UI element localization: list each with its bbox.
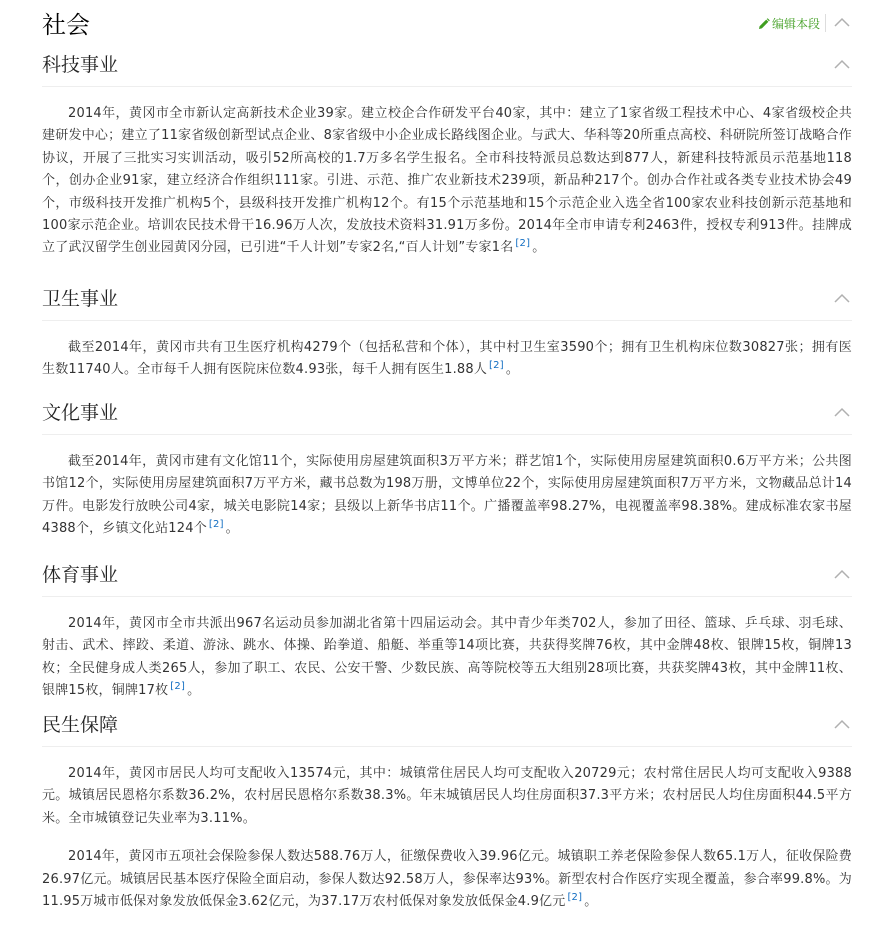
chevron-up-icon	[832, 716, 852, 734]
paragraph: 2014年，黄冈市全市共派出967名运动员参加湖北省第十四届运动会。其中青少年类702人，参加了田径、篮球、乒乓球、羽毛球、射击、武术、摔跤、柔道、游泳、跳水、体操、跆拳道、船艇、举重等14项比赛，共获得奖牌76枚，其中金牌48枚、银牌15枚，铜牌13枚；全民健身成人类265人，参加了职工、农民、公安干警、少数民族、高等院校等五大组别28项比赛，共获奖牌43枚，其中金牌11枚、银牌15枚，铜牌17枚 [2] 。	[42, 616, 852, 699]
collapse-section-button[interactable]	[832, 566, 852, 584]
section-sports	[42, 560, 852, 703]
section-science	[42, 50, 852, 260]
section-title: 体育事业	[42, 564, 119, 586]
chevron-up-icon	[832, 404, 852, 422]
edit-section-label: 编辑本段	[771, 17, 820, 31]
chevron-up-icon	[832, 14, 852, 32]
paragraph: 2014年，黄冈市五项社会保险参保人数达588.76万人，征缴保费收入39.96亿元。城镇职工养老保险参保人数65.1万人，征收保险费26.97亿元。城镇居民基本医疗保险全面启动，参保人数达92.58万人，参保率达93%。新型农村合作医疗实现全覆盖，参合率99.8%。为11.95万城市低保对象发放低保金3.62亿元，为37.17万农村低保对象发放低保金4.9亿元 [2] 。	[42, 849, 852, 910]
section-header	[42, 398, 852, 435]
citation-link[interactable]: [2]	[515, 238, 531, 250]
paragraph: 2014年，黄冈市居民人均可支配收入13574元，其中：城镇常住居民人均可支配收入20729元；农村常住居民人均可支配收入9388元。城镇居民恩格尔系数36.2%，农村居民恩格尔系数38.3%。年末城镇居民人均住房面积37.3平方米；农村居民人均住房面积44.5平方米。全市城镇登记失业率为3.11%。	[42, 766, 852, 826]
page-header	[42, 10, 852, 40]
header-divider	[825, 14, 826, 32]
collapse-page-button[interactable]	[832, 14, 852, 32]
paragraph: 截至2014年，黄冈市共有卫生医疗机构4279个（包括私营和个体），其中村卫生室3590个；拥有卫生机构床位数30827张；拥有医生数11740人。全市每千人拥有医院床位数4.93张，每千人拥有医生1.88人 [2] 。	[42, 340, 852, 378]
section-livelihood	[42, 710, 852, 913]
chevron-up-icon	[832, 56, 852, 74]
section-title: 科技事业	[42, 54, 119, 76]
paragraph: 2014年，黄冈市全市新认定高新技术企业39家。建立校企合作研发平台40家，其中：建立了1家省级工程技术中心、4家省级校企共建研发中心；建立了11家省级创新型试点企业、8家省级中小企业成长路线图企业。与武大、华科等20所重点高校、科研院所签订战略合作协议，开展了三批实习实训活动，吸引52所高校的1.7万多名学生报名。全市科技特派员总数达到877人，新建科技特派员示范基地118个，创办企业91家，建立经济合作组织111家。引进、示范、推广农业新技术239项，新品种217个。创办合作社或各类专业技术协会49个，市级科技开发推广机构5个，县级科技开发推广机构12个。有15个示范基地和15个示范企业入选全省100家农业科技创新示范基地和100家示范企业。培训农民技术骨干16.96万人次，发放技术资料31.91万多份。2014年全市申请专利2463件，授权专利913件。挂牌成立了武汉留学生创业园黄冈分园，已引进“千人计划”专家2名,“百人计划”专家1名 [2] 。	[42, 106, 852, 256]
section-health	[42, 284, 852, 382]
citation-link[interactable]: [2]	[208, 518, 224, 530]
page-title: 社会	[42, 11, 90, 39]
chevron-up-icon	[832, 566, 852, 584]
edit-section-button[interactable]	[758, 16, 820, 32]
citation-link[interactable]: [2]	[567, 891, 583, 903]
section-header	[42, 560, 852, 597]
pencil-icon	[758, 18, 770, 30]
collapse-section-button[interactable]	[832, 404, 852, 422]
citation-link[interactable]: [2]	[489, 360, 504, 372]
section-header	[42, 710, 852, 747]
paragraph: 截至2014年，黄冈市建有文化馆11个，实际使用房屋建筑面积3万平方米；群艺馆1个，实际使用房屋建筑面积0.6万平方米；公共图书馆12个，实际使用房屋建筑面积7万平方米，藏书总数为198万册，文博单位22个，实际使用房屋建筑面积7万平方米，文物藏品总计14万件。电影发行放映公司4家，城关电影院14家；县级以上新华书店11个。广播覆盖率98.27%，电视覆盖率98.38%。建成标准农家书屋4388个，乡镇文化站124个 [2] 。	[42, 454, 852, 537]
section-header	[42, 50, 852, 87]
section-header	[42, 284, 852, 321]
section-title: 卫生事业	[42, 288, 119, 310]
section-title: 民生保障	[42, 714, 119, 736]
collapse-section-button[interactable]	[832, 716, 852, 734]
collapse-section-button[interactable]	[832, 290, 852, 308]
collapse-section-button[interactable]	[832, 56, 852, 74]
chevron-up-icon	[832, 290, 852, 308]
citation-link[interactable]: [2]	[170, 680, 186, 692]
section-culture	[42, 398, 852, 541]
section-title: 文化事业	[42, 402, 119, 424]
